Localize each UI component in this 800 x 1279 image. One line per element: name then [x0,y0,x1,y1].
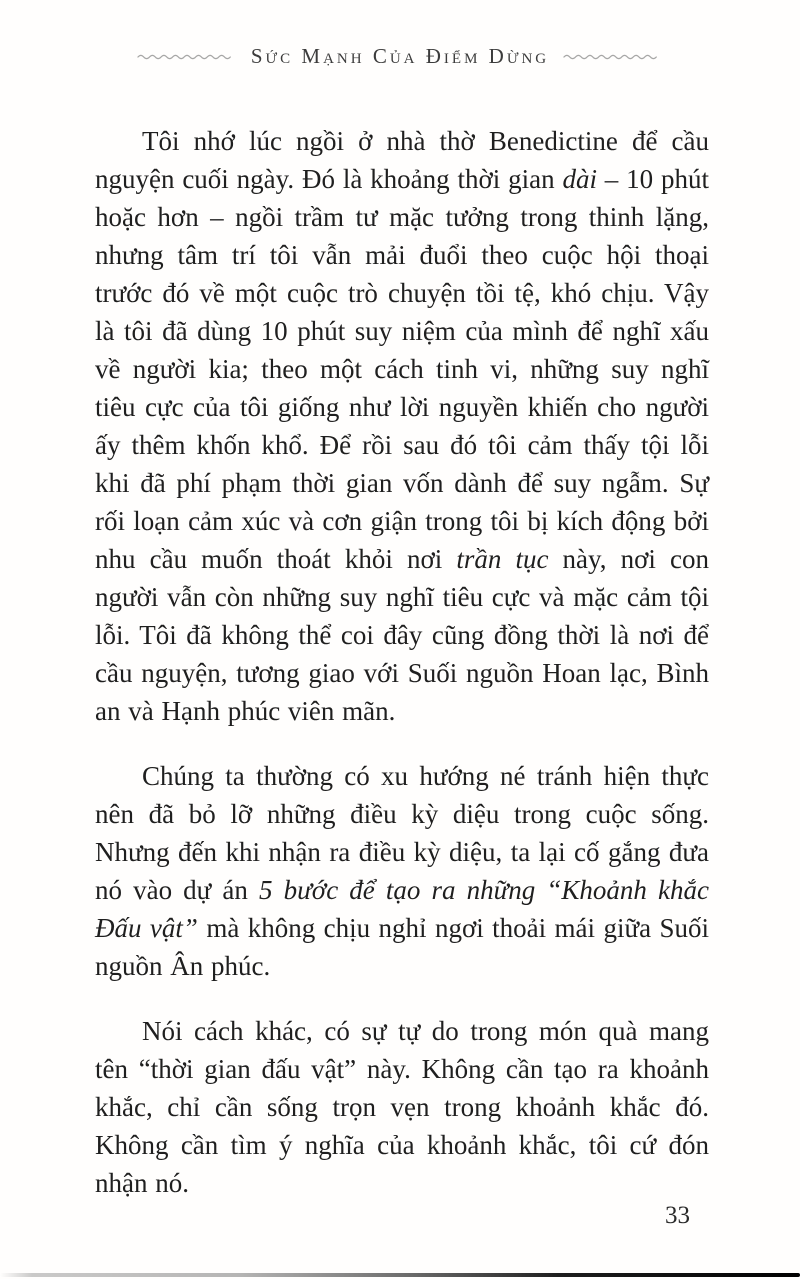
running-header [0,44,800,69]
text-segment: Chúng ta thường có xu hướng né tránh hiện thực nên đã bỏ lỡ những điều kỳ diệu trong cuộc sống. Nhưng đến khi nhận ra điều kỳ diệu, ta lại cố gắng đưa nó vào dự án [95,761,709,905]
page-number: 33 [665,1202,690,1229]
scan-bottom-edge [0,1273,800,1277]
italic-text-segment: dài [562,164,597,194]
paragraph [95,757,709,985]
text-segment: Tôi nhớ lúc ngồi ở nhà thờ Benedictine để cầu nguyện cuối ngày. Đó là khoảng thời gian [95,126,709,194]
text-segment: này, nơi con người vẫn còn những suy nghĩ tiêu cực và mặc cảm tội lỗi. Tôi đã không thể coi đây cũng đồng thời là nơi để cầu nguyện, tương giao với Suối nguồn Hoan lạc, Bình an và Hạnh phúc viên mãn. [95,544,709,726]
page-header-title: Sức Mạnh Của Điểm Dừng [250,44,550,68]
text-segment: – 10 phút hoặc hơn – ngồi trầm tư mặc tưởng trong thinh lặng, nhưng tâm trí tôi vẫn mải đuổi theo cuộc hội thoại trước đó về một cuộc trò chuyện tồi tệ, khó chịu. Vậy là tôi đã dùng 10 phút suy niệm của mình để nghĩ xấu về người kia; theo một cách tinh vi, những suy nghĩ tiêu cực của tôi giống như lời nguyền khiến cho người ấy thêm khốn khổ. Để rồi sau đó tôi cảm thấy tội lỗi khi đã phí phạm thời gian vốn dành để suy ngẫm. Sự rối loạn cảm xúc và cơn giận trong tôi bị kích động bởi nhu cầu muốn thoát khỏi nơi [95,164,709,574]
text-segment: Nói cách khác, có sự tự do trong món quà mang tên “thời gian đấu vật” này. Không cần tạo ra khoảnh khắc, chỉ cần sống trọn vẹn trong khoảnh khắc đó. Không cần tìm ý nghĩa của khoảnh khắc, tôi cứ đón nhận nó. [95,1016,709,1198]
text-segment: mà không chịu nghỉ ngơi thoải mái giữa Suối nguồn Ân phúc. [95,913,709,981]
italic-text-segment: 5 bước để tạo ra những “Khoảnh khắc Đấu vật” [95,875,709,943]
body-text-block [95,122,709,1229]
italic-text-segment: trần tục [456,544,549,574]
wavy-line-ornament-left [137,52,237,62]
paragraph [95,1012,709,1202]
paragraph [95,122,709,730]
wavy-line-ornament-right [563,52,663,62]
